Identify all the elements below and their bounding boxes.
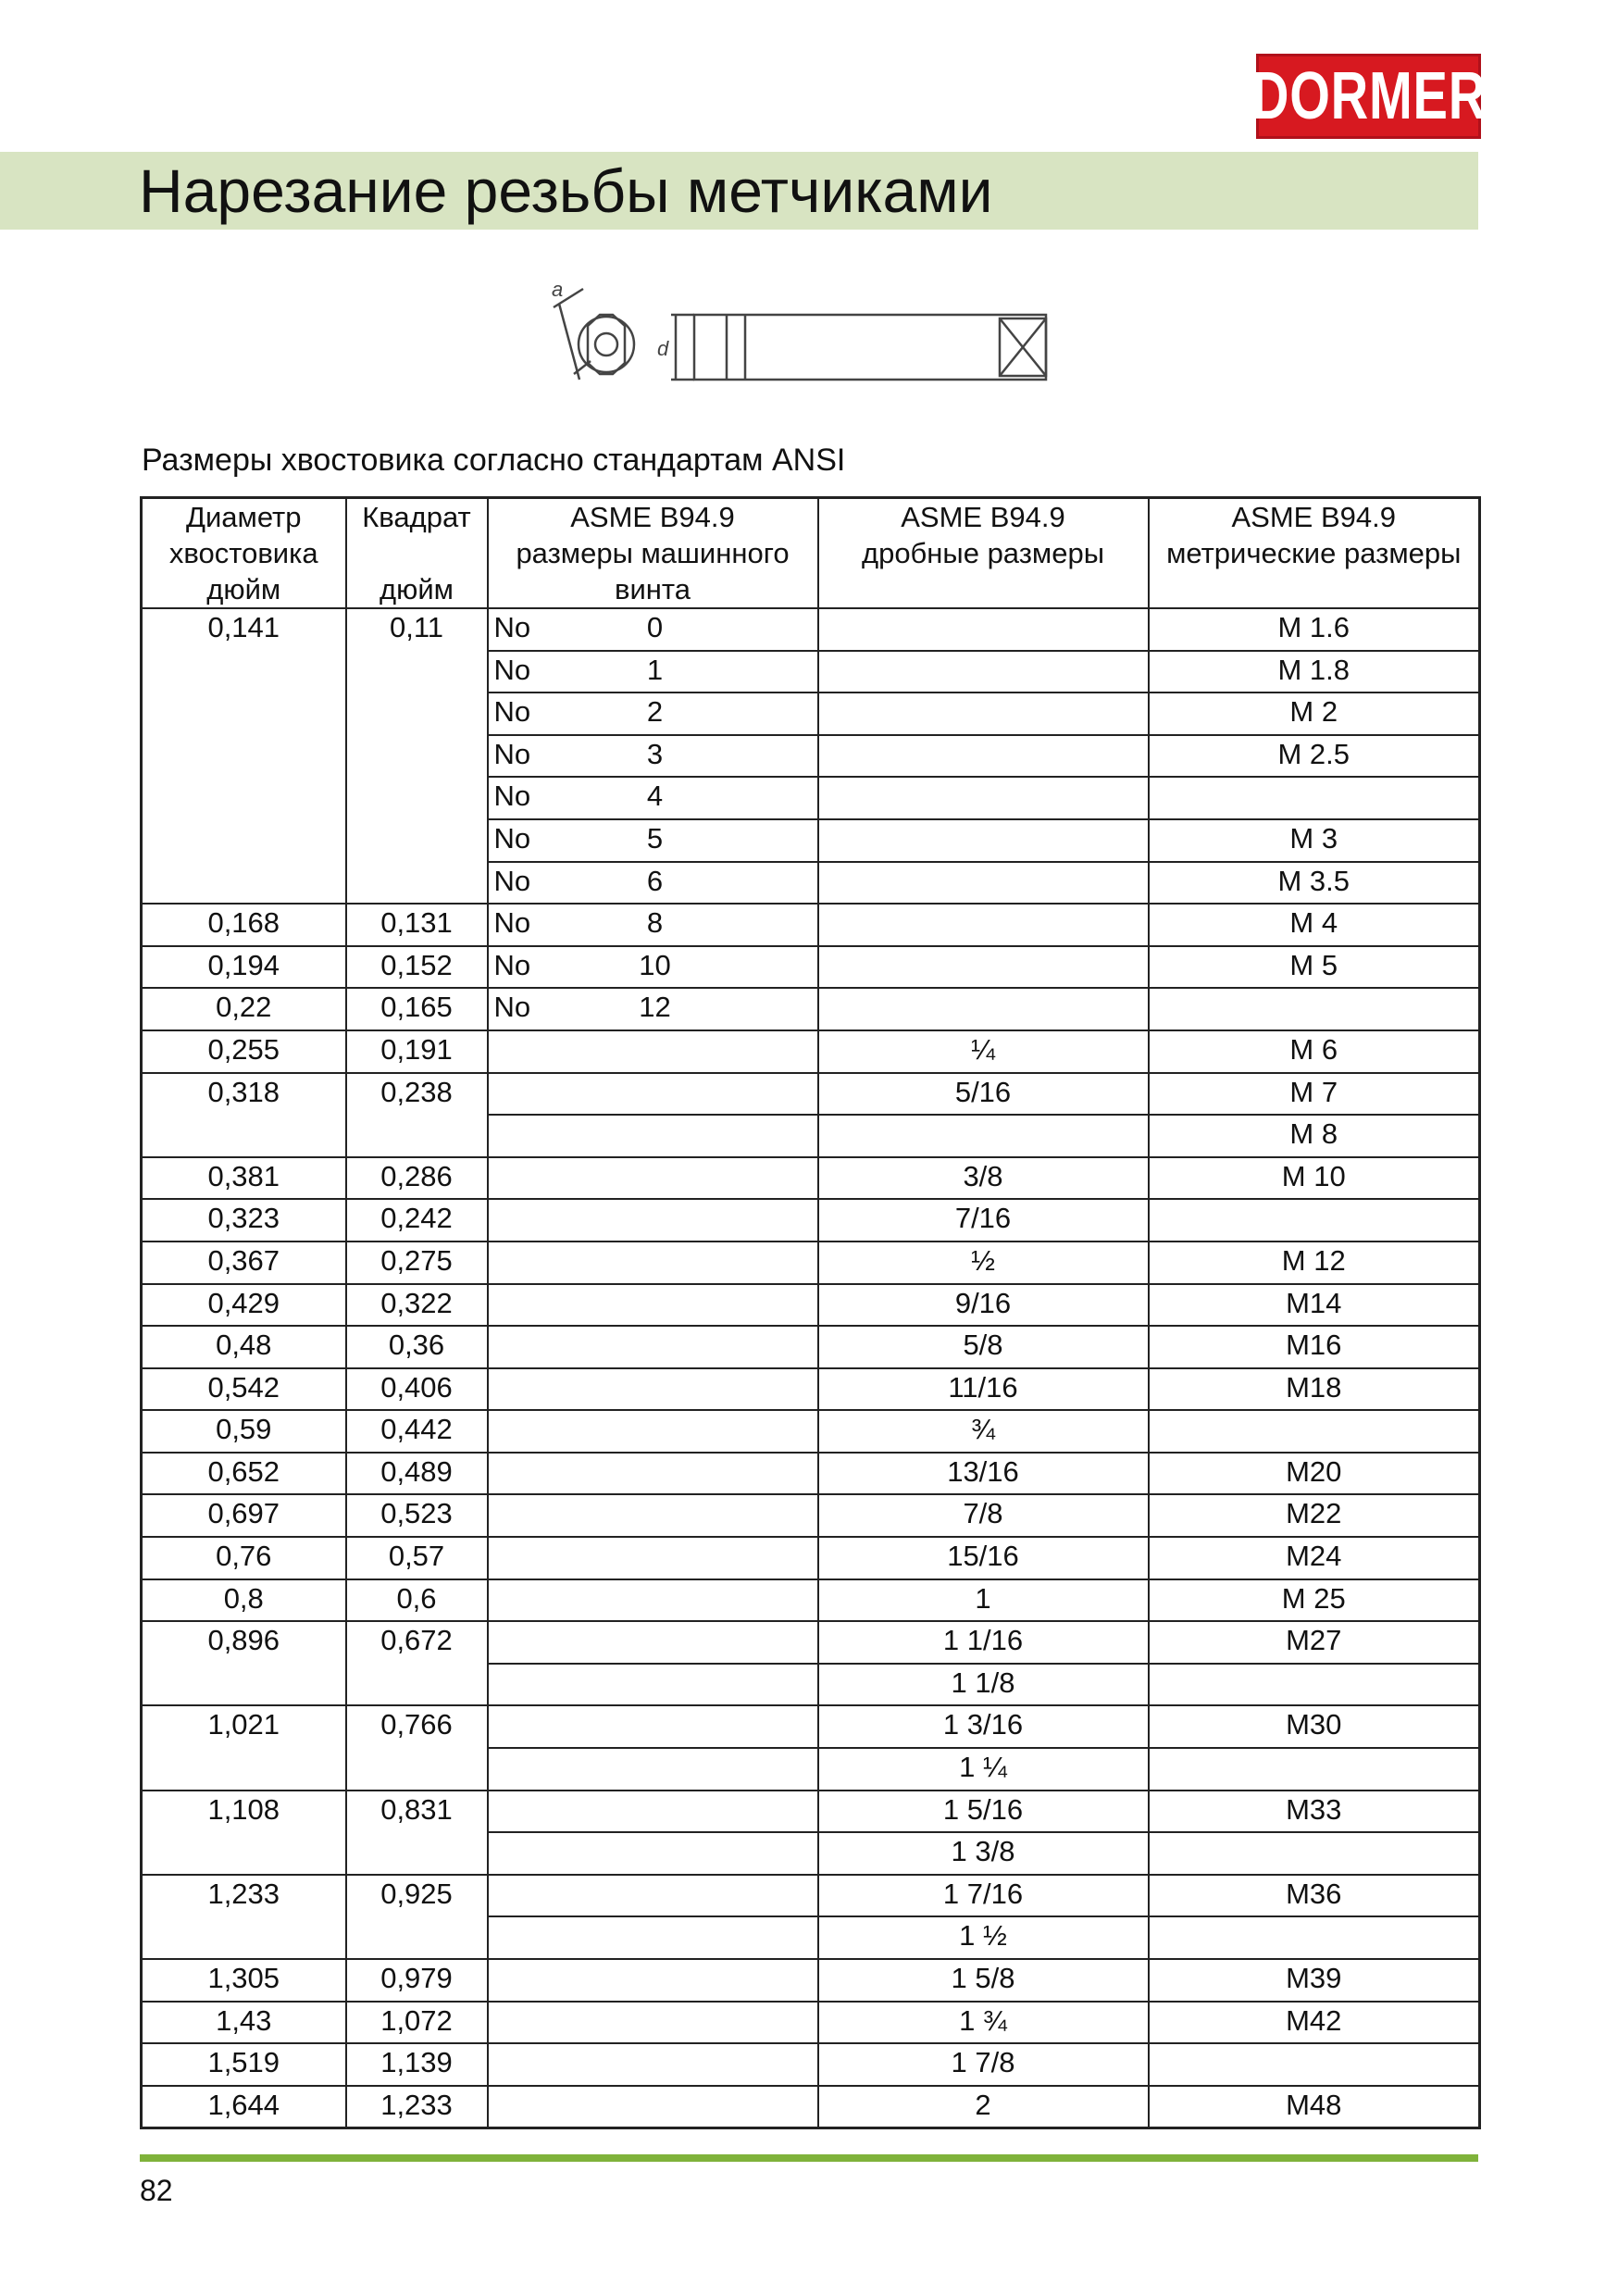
cell-metric: M 25 (1149, 1579, 1480, 1622)
screw-no-label: No (493, 780, 531, 813)
screw-number: 12 (639, 991, 671, 1024)
cell-square: 0,286 (346, 1157, 488, 1200)
cell-diameter: 1,644 (142, 2086, 346, 2128)
cell-square: 0,322 (346, 1284, 488, 1327)
dormer-logo (1251, 54, 1487, 139)
table-row (142, 2086, 1480, 2128)
cell-metric: M20 (1149, 1453, 1480, 1495)
cell-machine-screw (488, 1073, 818, 1116)
table-row (142, 1368, 1480, 1411)
header-fractional: ASME B94.9 дробные размеры (818, 498, 1149, 609)
screw-number: 3 (646, 737, 664, 770)
cell-machine-screw (488, 1242, 818, 1284)
cell-metric: M30 (1149, 1705, 1480, 1748)
cell-machine-screw (488, 862, 818, 905)
screw-number: 6 (646, 864, 664, 897)
screw-no-label: No (493, 653, 531, 686)
screw-number: 8 (646, 906, 664, 940)
dimension-label-d: d (657, 337, 669, 360)
cell-square: 1,233 (346, 2086, 488, 2128)
cell-machine-screw (488, 1494, 818, 1537)
table-row (142, 1030, 1480, 1073)
cell-metric: M 6 (1149, 1030, 1480, 1073)
cell-fractional: 1 1/16 (818, 1621, 1149, 1664)
cell-square: 0,672 (346, 1621, 488, 1705)
cell-fractional: 7/8 (818, 1494, 1149, 1537)
cell-fractional: 1 1/8 (818, 1664, 1149, 1706)
cell-square: 0,6 (346, 1579, 488, 1622)
cell-diameter: 1,43 (142, 2002, 346, 2044)
cell-machine-screw (488, 2043, 818, 2086)
cell-machine-screw (488, 1748, 818, 1791)
cell-diameter: 0,697 (142, 1494, 346, 1537)
cell-fractional: ¾ (818, 1410, 1149, 1453)
cell-fractional (818, 608, 1149, 651)
cell-diameter: 0,896 (142, 1621, 346, 1705)
table-row (142, 1959, 1480, 2002)
screw-no-label: No (493, 611, 531, 643)
cell-machine-screw (488, 988, 818, 1030)
cell-square: 0,489 (346, 1453, 488, 1495)
cell-square: 0,57 (346, 1537, 488, 1579)
screw-no-label: No (493, 991, 531, 1024)
table-row (142, 608, 1480, 651)
cell-metric: M48 (1149, 2086, 1480, 2128)
header-diameter: Диаметр хвостовика дюйм (142, 498, 346, 609)
cell-square: 0,131 (346, 904, 488, 946)
cell-square: 0,275 (346, 1242, 488, 1284)
cell-fractional (818, 693, 1149, 735)
cell-metric (1149, 1748, 1480, 1791)
screw-no-label: No (493, 695, 531, 729)
screw-number: 0 (646, 611, 664, 643)
cell-fractional (818, 651, 1149, 693)
cell-diameter: 0,48 (142, 1326, 346, 1368)
cell-fractional: 1 7/8 (818, 2043, 1149, 2086)
cell-machine-screw (488, 1664, 818, 1706)
cell-machine-screw (488, 904, 818, 946)
cell-diameter: 0,318 (142, 1073, 346, 1157)
cell-metric: M39 (1149, 1959, 1480, 2002)
cell-machine-screw (488, 2086, 818, 2128)
cell-square: 0,165 (346, 988, 488, 1030)
cell-diameter: 0,323 (142, 1199, 346, 1242)
table-row (142, 1875, 1480, 1917)
table-row (142, 1326, 1480, 1368)
table-body (142, 608, 1480, 2128)
cell-diameter: 0,367 (142, 1242, 346, 1284)
cell-square: 0,831 (346, 1791, 488, 1875)
cell-fractional: 1 3/8 (818, 1832, 1149, 1875)
page-title: Нарезание резьбы метчиками (139, 156, 993, 225)
cell-metric: M18 (1149, 1368, 1480, 1411)
cell-diameter: 1,305 (142, 1959, 346, 2002)
cell-square: 0,152 (346, 946, 488, 989)
table-row (142, 1621, 1480, 1664)
cell-fractional (818, 946, 1149, 989)
table-row (142, 1579, 1480, 1622)
cell-fractional: 1 7/16 (818, 1875, 1149, 1917)
cell-metric: M 4 (1149, 904, 1480, 946)
cell-square: 0,191 (346, 1030, 488, 1073)
cell-machine-screw (488, 1157, 818, 1200)
cell-metric: M 5 (1149, 946, 1480, 989)
table-row (142, 1410, 1480, 1453)
table-header-row (142, 498, 1480, 609)
screw-no-label: No (493, 864, 531, 897)
screw-number: 5 (646, 821, 664, 855)
table-row (142, 2002, 1480, 2044)
cell-metric: M 3 (1149, 819, 1480, 862)
cell-metric: M 3.5 (1149, 862, 1480, 905)
cell-fractional: 15/16 (818, 1537, 1149, 1579)
cell-metric (1149, 988, 1480, 1030)
screw-no-label: No (493, 737, 531, 770)
cell-metric: M24 (1149, 1537, 1480, 1579)
cell-diameter: 0,76 (142, 1537, 346, 1579)
cell-machine-screw (488, 819, 818, 862)
cell-fractional: 5/16 (818, 1073, 1149, 1116)
cell-machine-screw (488, 2002, 818, 2044)
cell-metric: M 2 (1149, 693, 1480, 735)
screw-number: 4 (646, 780, 664, 813)
cell-machine-screw (488, 1368, 818, 1411)
cell-metric (1149, 1410, 1480, 1453)
cell-square: 0,238 (346, 1073, 488, 1157)
cell-machine-screw (488, 1705, 818, 1748)
cell-metric (1149, 1832, 1480, 1875)
cell-fractional (818, 735, 1149, 778)
cell-metric: M 1.6 (1149, 608, 1480, 651)
screw-number: 10 (639, 948, 671, 981)
cell-fractional: 1 ¼ (818, 1748, 1149, 1791)
cell-fractional (818, 777, 1149, 819)
cell-fractional (818, 1115, 1149, 1157)
cell-square: 1,072 (346, 2002, 488, 2044)
cell-metric: M 2.5 (1149, 735, 1480, 778)
cell-square: 0,925 (346, 1875, 488, 1959)
cell-square: 0,406 (346, 1368, 488, 1411)
cell-machine-screw (488, 1579, 818, 1622)
table-row (142, 1284, 1480, 1327)
cell-fractional: ¼ (818, 1030, 1149, 1073)
table-row (142, 1494, 1480, 1537)
cell-fractional: 7/16 (818, 1199, 1149, 1242)
cell-metric: M 10 (1149, 1157, 1480, 1200)
cell-metric (1149, 777, 1480, 819)
cell-square: 0,11 (346, 608, 488, 904)
cell-diameter: 0,59 (142, 1410, 346, 1453)
cell-diameter: 0,542 (142, 1368, 346, 1411)
cell-diameter: 0,22 (142, 988, 346, 1030)
cell-metric: M42 (1149, 2002, 1480, 2044)
cell-fractional (818, 904, 1149, 946)
table-row (142, 904, 1480, 946)
screw-no-label: No (493, 906, 531, 940)
cell-machine-screw (488, 1284, 818, 1327)
cell-metric: M22 (1149, 1494, 1480, 1537)
cell-diameter: 0,168 (142, 904, 346, 946)
page-number: 82 (140, 2174, 173, 2207)
table-row (142, 1199, 1480, 1242)
cell-machine-screw (488, 1916, 818, 1959)
header-machine-screw: ASME B94.9 размеры машинного винта (488, 498, 818, 609)
cell-metric: M27 (1149, 1621, 1480, 1664)
cell-diameter: 0,8 (142, 1579, 346, 1622)
cell-diameter: 0,429 (142, 1284, 346, 1327)
cell-square: 0,36 (346, 1326, 488, 1368)
cell-fractional (818, 819, 1149, 862)
tap-shank-drawing (500, 270, 1111, 428)
cell-diameter: 0,194 (142, 946, 346, 989)
cell-square: 0,766 (346, 1705, 488, 1790)
cell-machine-screw (488, 1537, 818, 1579)
cell-machine-screw (488, 1199, 818, 1242)
table-row (142, 1453, 1480, 1495)
cell-fractional: 2 (818, 2086, 1149, 2128)
shank-size-table (140, 496, 1481, 2129)
shank-body (694, 315, 1046, 380)
cell-diameter: 0,652 (142, 1453, 346, 1495)
cell-fractional: ½ (818, 1242, 1149, 1284)
cell-diameter: 0,141 (142, 608, 346, 904)
cell-machine-screw (488, 735, 818, 778)
cell-square: 0,523 (346, 1494, 488, 1537)
cell-diameter: 0,381 (142, 1157, 346, 1200)
cell-machine-screw (488, 1115, 818, 1157)
cell-fractional: 5/8 (818, 1326, 1149, 1368)
screw-number: 2 (646, 695, 664, 729)
cell-machine-screw (488, 1959, 818, 2002)
cell-fractional: 3/8 (818, 1157, 1149, 1200)
dimension-label-a: a (552, 278, 564, 301)
table-row (142, 1537, 1480, 1579)
cell-metric (1149, 1664, 1480, 1706)
screw-number: 1 (646, 653, 664, 686)
cell-metric (1149, 1199, 1480, 1242)
cell-metric: M 7 (1149, 1073, 1480, 1116)
cell-metric: M 8 (1149, 1115, 1480, 1157)
table-row (142, 1791, 1480, 1833)
cell-metric: M14 (1149, 1284, 1480, 1327)
cell-diameter: 1,021 (142, 1705, 346, 1790)
cell-fractional: 1 3/16 (818, 1705, 1149, 1748)
cell-machine-screw (488, 1875, 818, 1917)
logo-text: DORMER (1251, 59, 1487, 133)
cell-fractional: 1 ½ (818, 1916, 1149, 1959)
table-row (142, 2043, 1480, 2086)
cell-metric (1149, 2043, 1480, 2086)
cell-fractional: 11/16 (818, 1368, 1149, 1411)
cell-fractional: 1 ¾ (818, 2002, 1149, 2044)
cell-machine-screw (488, 946, 818, 989)
cell-fractional: 13/16 (818, 1453, 1149, 1495)
cell-machine-screw (488, 777, 818, 819)
cell-fractional: 1 (818, 1579, 1149, 1622)
cell-diameter: 1,519 (142, 2043, 346, 2086)
table-row (142, 1073, 1480, 1116)
table-caption: Размеры хвостовика согласно стандартам ANSI (142, 443, 846, 478)
cell-machine-screw (488, 693, 818, 735)
cell-machine-screw (488, 651, 818, 693)
bottom-rule (140, 2154, 1478, 2162)
cell-metric: M 12 (1149, 1242, 1480, 1284)
cell-diameter: 0,255 (142, 1030, 346, 1073)
cell-fractional: 9/16 (818, 1284, 1149, 1327)
header-square: Квадрат дюйм (346, 498, 488, 609)
square-end-view (588, 315, 625, 374)
header-metric: ASME B94.9 метрические размеры (1149, 498, 1480, 609)
table-row (142, 1705, 1480, 1748)
cell-fractional (818, 988, 1149, 1030)
cell-machine-screw (488, 1832, 818, 1875)
cell-machine-screw (488, 1326, 818, 1368)
cell-square: 0,979 (346, 1959, 488, 2002)
cell-machine-screw (488, 608, 818, 651)
cell-square: 0,242 (346, 1199, 488, 1242)
cell-square: 1,139 (346, 2043, 488, 2086)
table-row (142, 988, 1480, 1030)
cell-machine-screw (488, 1791, 818, 1833)
cell-square: 0,442 (346, 1410, 488, 1453)
cell-metric (1149, 1916, 1480, 1959)
cell-metric: M 1.8 (1149, 651, 1480, 693)
screw-no-label: No (493, 948, 531, 981)
cell-machine-screw (488, 1030, 818, 1073)
table-row (142, 946, 1480, 989)
cell-metric: M33 (1149, 1791, 1480, 1833)
cell-metric: M36 (1149, 1875, 1480, 1917)
cell-fractional (818, 862, 1149, 905)
cell-diameter: 1,108 (142, 1791, 346, 1875)
screw-no-label: No (493, 821, 531, 855)
cell-metric: M16 (1149, 1326, 1480, 1368)
cell-fractional: 1 5/16 (818, 1791, 1149, 1833)
cell-fractional: 1 5/8 (818, 1959, 1149, 2002)
table-row (142, 1242, 1480, 1284)
table-row (142, 1157, 1480, 1200)
cell-diameter: 1,233 (142, 1875, 346, 1959)
cell-machine-screw (488, 1621, 818, 1664)
cell-machine-screw (488, 1410, 818, 1453)
cell-machine-screw (488, 1453, 818, 1495)
